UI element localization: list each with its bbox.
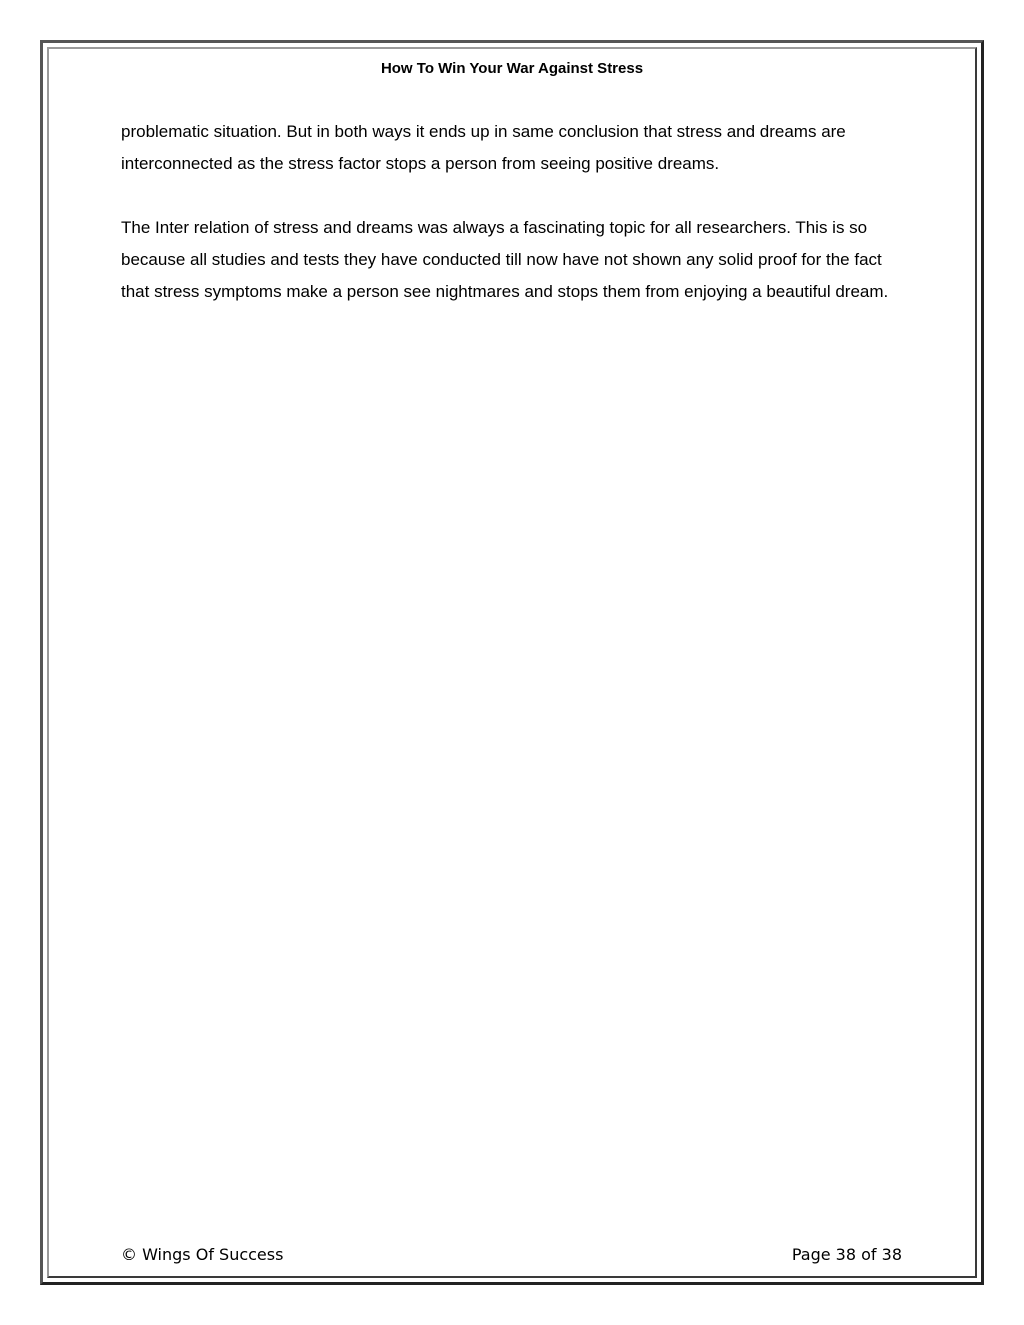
footer-page-number: Page 38 of 38: [791, 1245, 902, 1264]
document-body: [121, 116, 906, 340]
page-header-title: How To Win Your War Against Stress: [380, 60, 644, 77]
body-paragraph: The Inter relation of stress and dreams was always a fascinating topic for all researchers. This is so because all studies and tests they have conducted till now have not shown any solid proof for the fact that stress symptoms make a person see nightmares and stops them from enjoying a beautiful dream.: [121, 218, 889, 301]
body-paragraph: problematic situation. But in both ways it ends up in same conclusion that stress and dreams are interconnected as the stress factor stops a person from seeing positive dreams.: [121, 122, 846, 173]
footer-copyright: © Wings Of Success: [121, 1245, 284, 1264]
